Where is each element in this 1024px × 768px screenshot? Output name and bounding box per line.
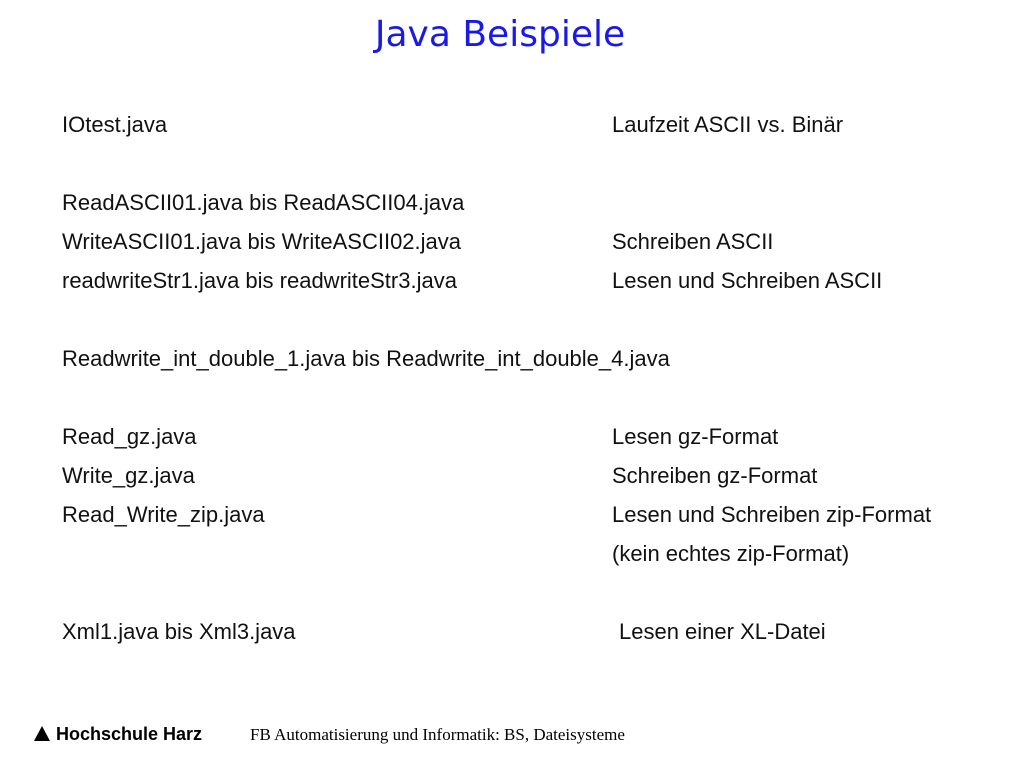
file-description: Schreiben gz-Format	[612, 463, 818, 488]
file-description: Lesen und Schreiben ASCII	[612, 268, 883, 293]
university-logo	[34, 724, 202, 745]
file-name: IOtest.java	[62, 112, 168, 137]
file-description: Schreiben ASCII	[612, 229, 774, 254]
file-name: Write_gz.java	[62, 463, 195, 488]
list-item	[0, 229, 1024, 269]
file-description: (kein echtes zip-Format)	[612, 541, 850, 566]
file-name: ReadASCII01.java bis ReadASCII04.java	[62, 190, 465, 215]
file-name: WriteASCII01.java bis WriteASCII02.java	[62, 229, 462, 254]
file-description: Lesen und Schreiben zip-Format	[612, 502, 932, 527]
logo-text: Hochschule Harz	[56, 724, 203, 744]
file-name: readwriteStr1.java bis readwriteStr3.java	[62, 268, 457, 293]
list-item	[0, 463, 1024, 503]
list-item	[0, 424, 1024, 464]
file-name: Read_gz.java	[62, 424, 197, 449]
slide-title: Java Beispiele	[374, 14, 626, 55]
footer-text: FB Automatisierung und Informatik: BS, Dateisysteme	[250, 725, 625, 744]
list-item	[0, 541, 1024, 581]
file-description: Lesen gz-Format	[612, 424, 779, 449]
file-name: Readwrite_int_double_1.java bis Readwrite_int_double_4.java	[62, 346, 670, 371]
file-name: Xml1.java bis Xml3.java	[62, 619, 296, 644]
list-item	[0, 619, 1024, 659]
list-item	[0, 112, 1024, 152]
list-item	[0, 190, 1024, 230]
slide-footer	[0, 720, 1024, 750]
file-description: Laufzeit ASCII vs. Binär	[612, 112, 844, 137]
list-item	[0, 346, 1024, 386]
file-description: Lesen einer XL-Datei	[619, 619, 826, 644]
list-item	[0, 502, 1024, 542]
list-item	[0, 268, 1024, 308]
triangle-logo-icon	[34, 726, 50, 741]
file-name: Read_Write_zip.java	[62, 502, 265, 527]
